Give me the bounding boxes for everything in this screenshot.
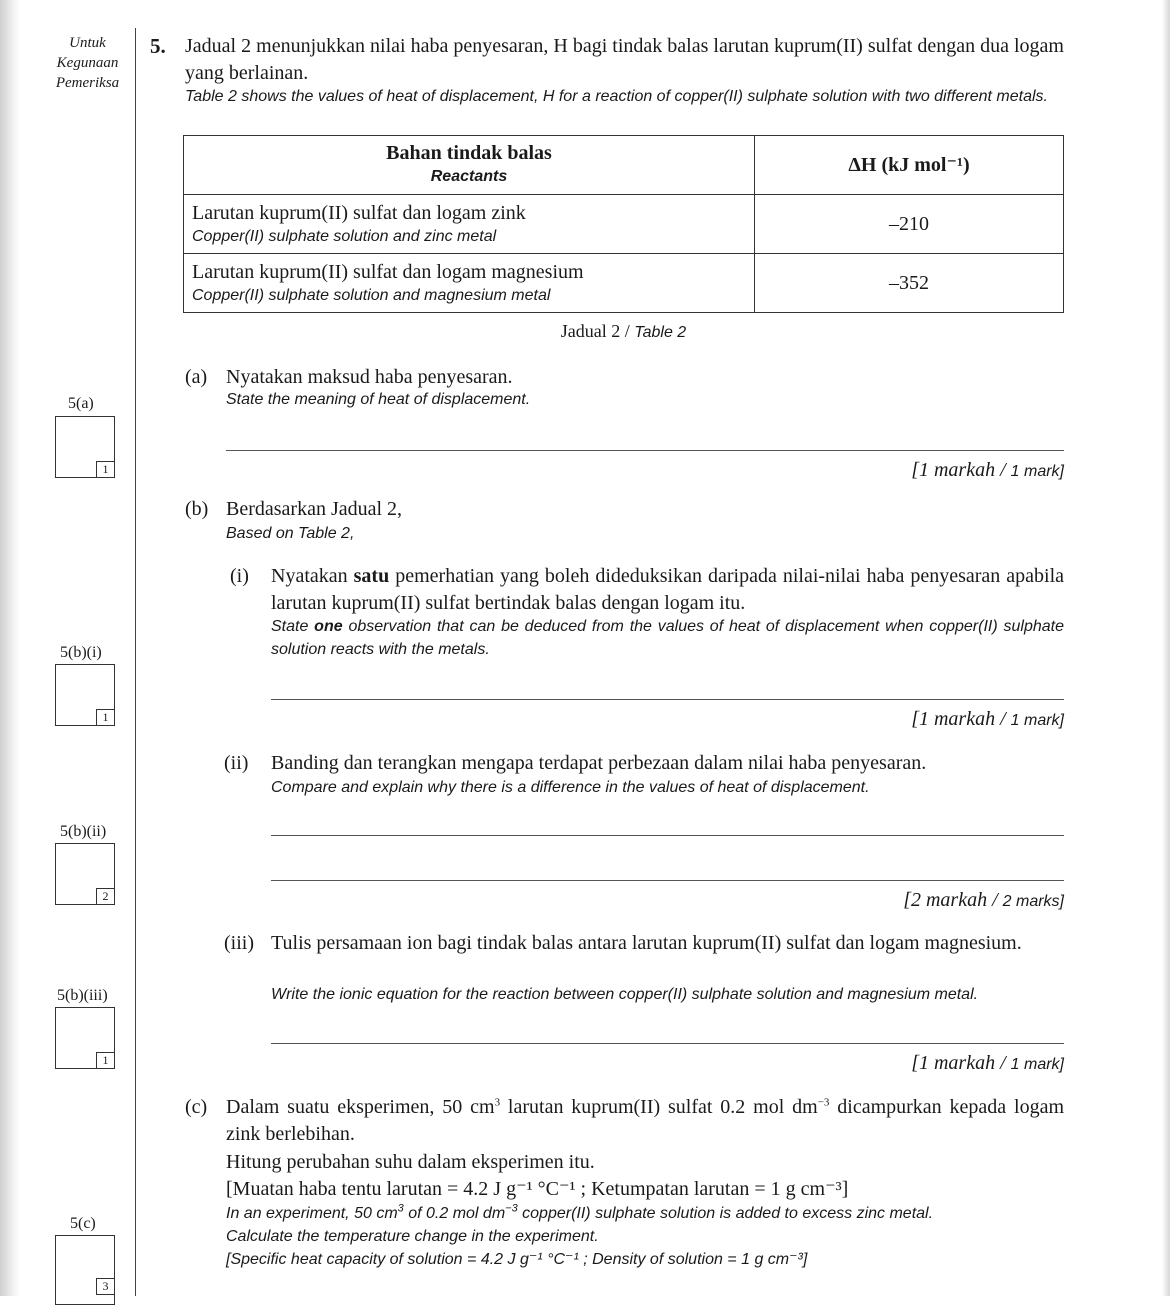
margin-note-line1: Untuk [69,35,106,51]
table-caption-en: Table 2 [634,324,687,341]
table-row [184,254,1064,313]
header-reactants-ms: Bahan tindak balas [386,142,552,164]
table-caption-ms: Jadual 2 / [560,321,630,341]
part-c-en-1a: In an experiment, 50 cm [226,1205,398,1222]
part-bi-max-mark: 1 [96,709,115,726]
part-bii-marks [903,888,1064,914]
part-a-answer-line[interactable] [226,450,1064,451]
part-c-data-en: [Specific heat capacity of solution = 4.2 J g⁻¹ °C⁻¹ ; Density of solution = 1 g cm⁻³] [226,1251,808,1268]
part-biii-max-mark: 1 [96,1052,115,1069]
page-edge-shadow [1162,0,1170,1296]
table-header-row [184,136,1064,195]
part-biii-marks-ms: [1 markah / [911,1052,1006,1074]
part-c-en-1b: of 0.2 mol dm [408,1205,506,1222]
part-bii-max-mark: 2 [96,888,115,905]
examiner-use-note [40,33,135,93]
part-a-question-en: State the meaning of heat of displacement. [226,391,531,408]
part-bi-en-bold: one [314,618,343,635]
part-bi-ms-bold: satu [353,565,390,587]
part-c-question-ms-1 [226,1094,1064,1148]
part-b-intro-ms: Berdasarkan Jadual 2, [226,498,403,520]
part-c-ms-1b: larutan kuprum(II) sulfat 0.2 mol dm [507,1096,818,1118]
part-bi-question-ms [271,563,1064,617]
part-a-marks [911,458,1064,484]
part-biii-question-en: Write the ionic equation for the reaction between copper(II) sulphate solution and magnesium metal. [271,986,979,1003]
part-a-max-mark: 1 [96,461,115,478]
part-c-en-1c: copper(II) sulphate solution is added to excess zinc metal. [522,1205,934,1222]
part-b-intro-en: Based on Table 2, [226,525,355,542]
part-biii-answer-line[interactable] [271,1043,1064,1044]
part-bi-lead: (i) [230,565,249,587]
part-bi-ms-pre: Nyatakan [271,565,348,587]
part-bi-en-post: observation that can be deduced from the values of heat of displacement when copper(II) sulphate solution reacts with the metals. [271,618,1064,658]
part-c-en-supm3: −3 [505,1202,518,1215]
part-bii-label: 5(b)(ii) [60,823,107,840]
part-bii-question-en: Compare and explain why there is a difference in the values of heat of displacement. [271,779,870,796]
part-c-ms-supm3: −3 [817,1096,830,1109]
part-b-lead: (b) [185,498,209,520]
part-biii-score-box[interactable] [55,1007,115,1069]
reactant-en: Copper(II) sulphate solution and zinc metal [192,227,497,245]
margin-note-line2: Kegunaan [56,55,119,71]
part-a-marks-ms: [1 markah / [911,459,1006,481]
margin-note-line3: Pemeriksa [55,75,120,91]
part-biii-marks [911,1051,1064,1077]
header-reactants [184,136,755,195]
part-c-lead: (c) [185,1096,208,1118]
reactant-ms: Larutan kuprum(II) sulfat dan logam zink [192,201,526,224]
part-a-label: 5(a) [68,395,94,412]
page-binding-shadow [0,0,20,1296]
table-row [184,195,1064,254]
part-c-ms-sup3: 3 [494,1096,501,1109]
part-bi-marks-en: 1 mark] [1010,712,1064,729]
part-c-en-sup3: 3 [397,1202,404,1215]
part-c-data-ms: [Muatan haba tentu larutan = 4.2 J g⁻¹ °C⁻¹ ; Ketumpatan larutan = 1 g cm⁻³] [226,1178,849,1200]
header-delta-h: ΔH (kJ mol⁻¹) [755,136,1064,195]
delta-h-value: –352 [755,254,1064,313]
reactant-en: Copper(II) sulphate solution and magnesium metal [192,286,551,304]
question-stem-ms: Jadual 2 menunjukkan nilai haba penyesaran, H bagi tindak balas larutan kuprum(II) sulfat dengan dua logam yang berlainan. [185,35,1064,84]
part-biii-lead: (iii) [224,932,254,954]
part-c-label: 5(c) [70,1215,96,1232]
part-c-score-box[interactable] [55,1235,115,1305]
question-stem-en: Table 2 shows the values of heat of displacement, H for a reaction of copper(II) sulphate solution with two different metals. [185,88,1048,105]
table-caption [183,321,1064,344]
part-bii-marks-ms: [2 markah / [903,889,998,911]
part-a-marks-en: 1 mark] [1010,463,1064,480]
part-bi-label: 5(b)(i) [60,644,102,661]
part-bii-score-box[interactable] [55,843,115,905]
part-biii-label: 5(b)(iii) [57,987,108,1004]
part-bi-score-box[interactable] [55,664,115,726]
part-biii-marks-en: 1 mark] [1010,1056,1064,1073]
part-a-score-box[interactable] [55,416,115,478]
reactant-cell [184,195,755,254]
part-c-ms-1a: Dalam suatu eksperimen, 50 cm [226,1096,495,1118]
part-bi-marks-ms: [1 markah / [911,708,1006,730]
examiner-margin-rule [135,28,136,1296]
part-bi-answer-line[interactable] [271,699,1064,700]
reactant-cell [184,254,755,313]
delta-h-value: –210 [755,195,1064,254]
part-c-max-mark: 3 [96,1278,115,1295]
part-bii-marks-en: 2 marks] [1002,893,1064,910]
table-2 [183,135,1064,313]
part-bii-answer-line-2[interactable] [271,880,1064,881]
header-reactants-en: Reactants [430,168,508,185]
part-c-question-ms-2: Hitung perubahan suhu dalam eksperimen itu. [226,1151,595,1173]
part-c-ms-1c: dicampurkan kepada logam zink berlebihan. [226,1096,1064,1145]
part-c-question-en-2: Calculate the temperature change in the experiment. [226,1228,599,1245]
part-bii-answer-line-1[interactable] [271,835,1064,836]
part-a-question-ms: Nyatakan maksud haba penyesaran. [226,366,513,388]
reactant-ms: Larutan kuprum(II) sulfat dan logam magnesium [192,260,584,283]
part-bi-question-en [271,615,1064,661]
part-biii-question-ms: Tulis persamaan ion bagi tindak balas antara larutan kuprum(II) sulfat dan logam magnesium. [271,932,1022,954]
part-bi-en-pre: State [271,618,309,635]
part-bii-lead: (ii) [224,752,249,774]
question-number: 5. [150,34,166,58]
part-c-question-en-1 [226,1202,1064,1225]
part-bi-marks [911,707,1064,733]
part-a-lead: (a) [185,366,208,388]
part-bii-question-ms: Banding dan terangkan mengapa terdapat perbezaan dalam nilai haba penyesaran. [271,752,927,774]
part-bi-ms-post: pemerhatian yang boleh dideduksikan daripada nilai-nilai haba penyesaran apabila larutan kuprum(II) sulfat bertindak balas dengan logam itu. [271,565,1065,614]
